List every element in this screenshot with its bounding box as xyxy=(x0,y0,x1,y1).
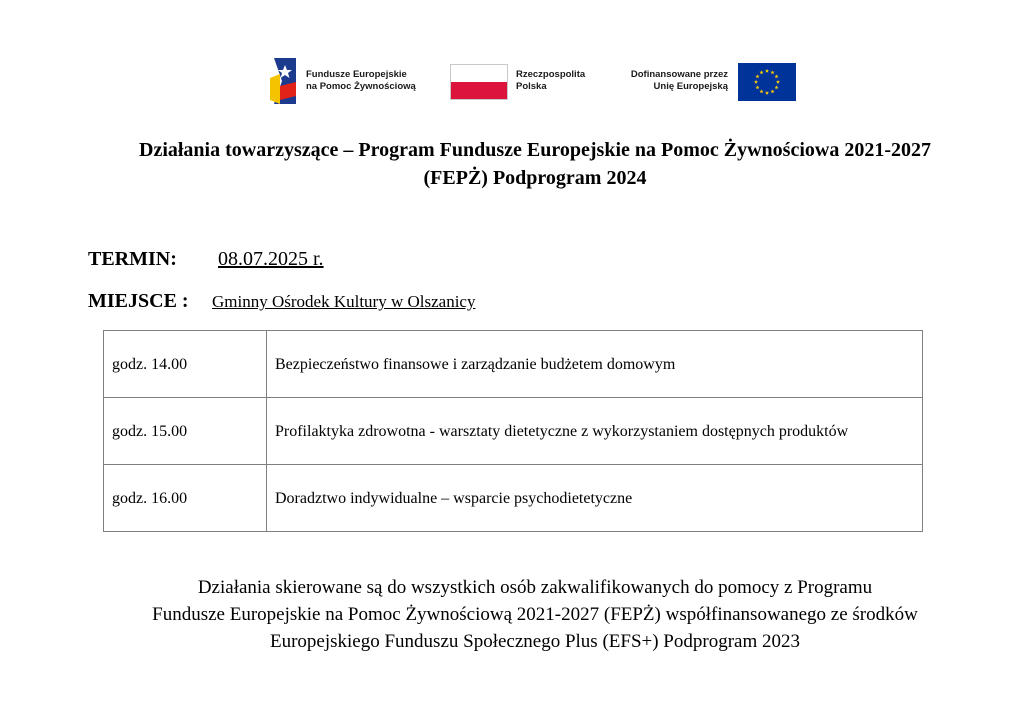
schedule-topic: Doradztwo indywidualne – wsparcie psychodietetyczne xyxy=(267,465,923,532)
table-row xyxy=(104,465,923,532)
footer-note xyxy=(60,574,1010,655)
termin-label: TERMIN: xyxy=(88,248,177,270)
fepz-logo-line1: Fundusze Europejskie xyxy=(306,69,407,80)
termin-value: 08.07.2025 r. xyxy=(218,248,324,270)
table-row xyxy=(104,398,923,465)
schedule-time: godz. 14.00 xyxy=(104,331,267,398)
logo-bar xyxy=(268,56,798,106)
eu-flag-icon xyxy=(738,63,796,101)
schedule-topic: Profilaktyka zdrowotna - warsztaty dietetyczne z wykorzystaniem dostępnych produktów xyxy=(267,398,923,465)
fepz-logo-line2: na Pomoc Żywnościową xyxy=(306,81,416,92)
rp-logo-line1: Rzeczpospolita xyxy=(516,69,586,80)
schedule-table xyxy=(103,330,923,532)
fepz-logo-icon xyxy=(268,56,298,106)
ue-logo xyxy=(620,56,798,106)
polish-flag-icon xyxy=(450,64,508,100)
ue-logo-line2: Unię Europejską xyxy=(653,81,728,92)
document-title xyxy=(90,136,980,192)
title-line2: (FEPŻ) Podprogram 2024 xyxy=(423,167,647,189)
schedule-topic: Bezpieczeństwo finansowe i zarządzanie budżetem domowym xyxy=(267,331,923,398)
ue-logo-line1: Dofinansowane przez xyxy=(630,69,728,80)
footer-line3: Europejskiego Funduszu Społecznego Plus (EFS+) Podprogram 2023 xyxy=(269,631,800,652)
fepz-logo xyxy=(268,56,438,106)
miejsce-value: Gminny Ośrodek Kultury w Olszanicy xyxy=(212,292,476,311)
schedule-time: godz. 16.00 xyxy=(104,465,267,532)
termin-row xyxy=(88,248,324,271)
footer-line1: Działania skierowane są do wszystkich osób zakwalifikowanych do pomocy z Programu xyxy=(197,577,873,598)
schedule-time: godz. 15.00 xyxy=(104,398,267,465)
miejsce-row xyxy=(88,290,475,313)
table-row xyxy=(104,331,923,398)
rp-logo xyxy=(450,56,600,106)
rp-logo-line2: Polska xyxy=(516,81,547,92)
footer-line2: Fundusze Europejskie na Pomoc Żywnościową 2021-2027 (FEPŻ) współfinansowanego ze środków xyxy=(152,604,918,625)
miejsce-label: MIEJSCE : xyxy=(88,290,189,312)
title-line1: Działania towarzyszące – Program Fundusze Europejskie na Pomoc Żywnościowa 2021-2027 xyxy=(139,139,931,161)
